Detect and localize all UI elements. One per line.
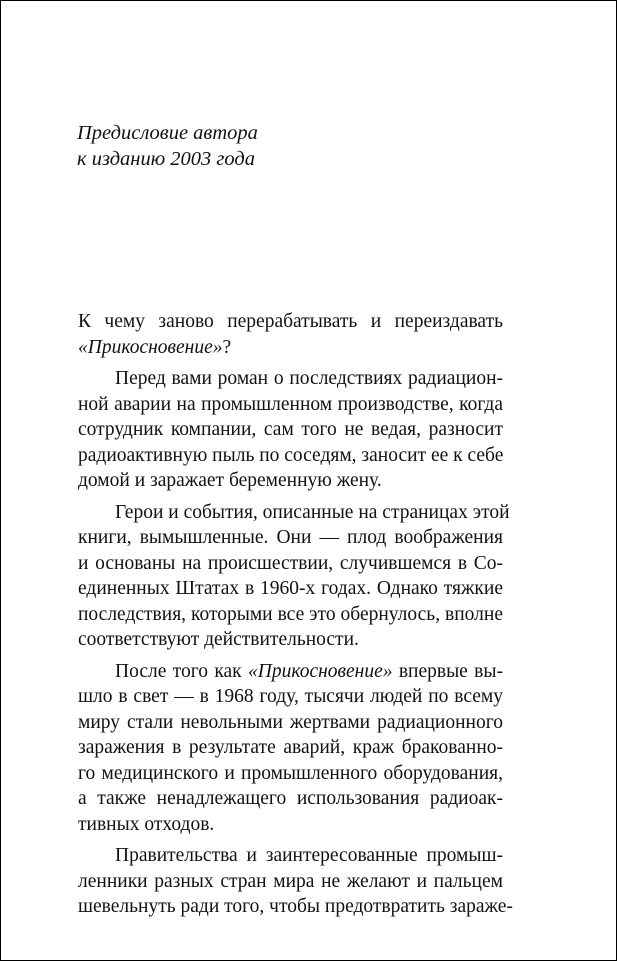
text-run: и основаны на происшествии, случившемся в Со-	[78, 552, 503, 574]
text-line	[78, 335, 503, 361]
text-line	[78, 417, 503, 443]
text-line	[78, 761, 503, 787]
text-line	[78, 869, 503, 895]
text-line	[78, 551, 503, 577]
text-run: радиоактивную пыль по соседям, заносит ее к себе	[78, 444, 504, 466]
text-run: последствия, которыми все это обернулось, вполне	[78, 603, 503, 625]
text-run: книги, вымышленные. Они — плод воображения	[78, 527, 503, 548]
text-run: шевельнуть ради того, чтобы предотвратить зараже-	[78, 896, 513, 917]
text-line	[78, 843, 503, 869]
text-run: Герои и события, описанные на страницах этой	[115, 501, 510, 523]
preface-heading	[77, 120, 258, 172]
text-run: тивных отходов.	[78, 813, 215, 835]
text-run: впервые вы-	[392, 660, 503, 682]
text-run: ?	[222, 336, 232, 358]
text-line	[78, 684, 503, 710]
text-run: ленники разных стран мира не желают и пальцем	[78, 870, 503, 892]
text-line	[78, 309, 503, 335]
text-line	[78, 812, 503, 838]
text-line	[78, 392, 503, 418]
text-run: го медицинского и промышленного оборудования,	[78, 762, 503, 784]
text-line	[78, 468, 503, 494]
text-run: К чему заново перерабатывать и переиздавать	[78, 311, 503, 332]
text-run: домой и заражает беременную жену.	[78, 470, 382, 491]
heading-line: Предисловие автора	[77, 122, 258, 144]
text-run: Правительства и заинтересованные промыш-	[115, 845, 503, 866]
text-run: сотрудник компании, сам того не ведая, разносит	[78, 419, 503, 440]
text-run: ной аварии на промышленном производстве, когда	[78, 393, 503, 415]
text-line	[78, 894, 513, 920]
text-run: Перед вами роман о последствиях радиацион-	[115, 368, 503, 389]
heading-line: к изданию 2003 года	[77, 148, 256, 170]
text-run: заражения в результате аварий, краж бракованно-	[78, 737, 503, 758]
text-line	[78, 659, 503, 685]
text-line	[78, 366, 503, 392]
text-line	[78, 627, 503, 653]
text-line	[78, 443, 503, 469]
text-line	[78, 786, 503, 812]
text-run: шло в свет — в 1968 году, тысячи людей по всему	[78, 686, 503, 707]
text-run: единенных Штатах в 1960-х годах. Однако тяжкие	[78, 578, 503, 599]
body-text	[78, 309, 513, 920]
text-line	[78, 602, 503, 628]
text-line	[78, 500, 510, 526]
text-line	[78, 576, 503, 602]
text-line	[78, 525, 503, 551]
text-run: а также ненадлежащего использования радиоак-	[78, 788, 503, 809]
book-title-italic: «Прикосновение»	[78, 336, 223, 358]
book-title-italic: «Прикосновение»	[247, 660, 393, 682]
text-line	[78, 710, 503, 736]
text-run: соответствуют действительности.	[78, 629, 359, 650]
text-run: После того как	[115, 660, 248, 682]
text-line	[78, 735, 503, 761]
text-run: миру стали невольными жертвами радиационного	[78, 711, 503, 733]
